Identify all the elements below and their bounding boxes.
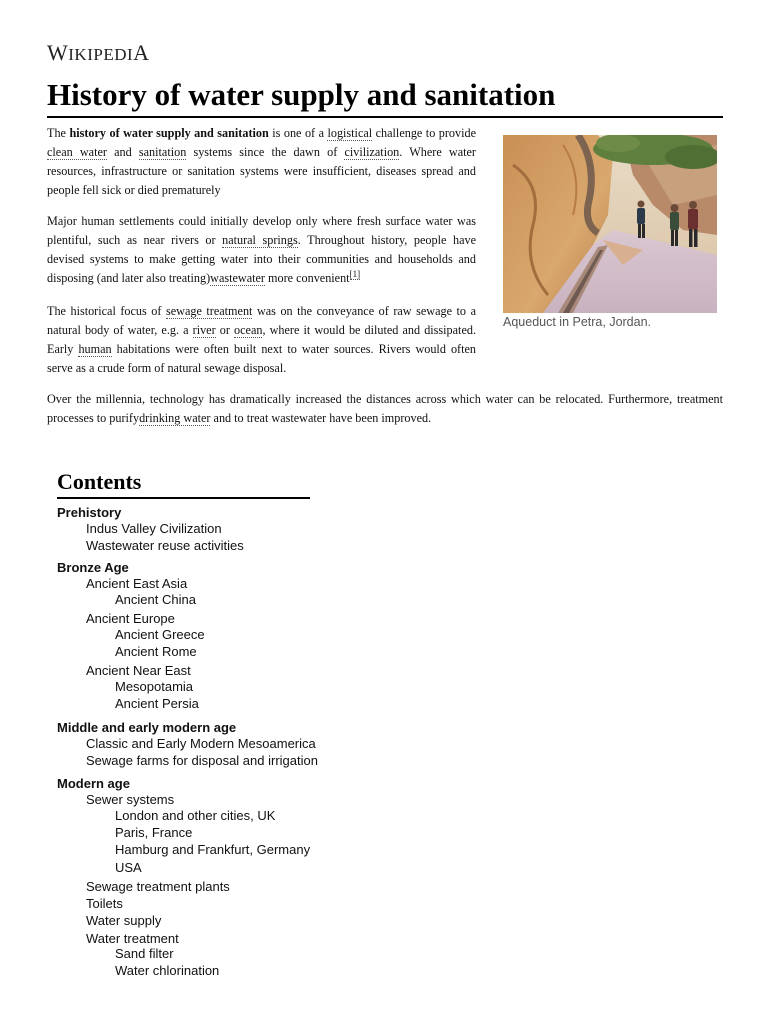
figure-caption: Aqueduct in Petra, Jordan. xyxy=(503,315,652,329)
text: systems since the dawn of xyxy=(186,145,345,159)
toc-item-level-2[interactable]: Classic and Early Modern Mesoamerica xyxy=(86,736,316,751)
link-logistical[interactable]: logistical xyxy=(327,126,373,140)
logo-final: A xyxy=(133,40,150,65)
link-river[interactable]: river xyxy=(192,323,216,337)
toc-item-level-2[interactable]: Wastewater reuse activities xyxy=(86,538,244,553)
text: The historical focus of xyxy=(47,304,166,318)
text: and to treat wastewater have been improved. xyxy=(210,411,432,425)
text: The xyxy=(47,126,70,140)
logo-initial: W xyxy=(47,40,69,65)
toc-item-level-2[interactable]: Sewer systems xyxy=(86,792,175,807)
toc-item-level-3[interactable]: Ancient Rome xyxy=(115,644,197,659)
text: more convenient xyxy=(264,271,350,285)
link-drinking-water[interactable]: drinking water xyxy=(139,411,211,425)
wikipedia-logo[interactable] xyxy=(47,40,150,66)
toc-item-level-3[interactable]: Water chlorination xyxy=(115,963,220,978)
text: and xyxy=(106,145,139,159)
toc-item-level-1[interactable]: Bronze Age xyxy=(57,560,129,575)
text: . Where water resources, infrastructure or sanitation systems were insufficient, diseases spread and people fell sick or died prematurely xyxy=(47,145,476,197)
page-title: History of water supply and sanitation xyxy=(47,76,723,118)
toc-item-level-3[interactable]: Paris, France xyxy=(115,825,193,840)
aqueduct-photo[interactable] xyxy=(503,135,717,313)
text: Over the millennia, technology has dramatically increased the distances across which water can be relocated. Furthermore, treatment processes to purify xyxy=(47,392,723,425)
reference-link[interactable]: [1] xyxy=(349,268,361,279)
toc-item-level-2[interactable]: Ancient Europe xyxy=(86,611,175,626)
link-sewage-treatment[interactable]: sewage treatment xyxy=(166,304,253,318)
text: . Throughout history, people have devised systems to make getting water into their communities and households and disposing (and later also treating) xyxy=(47,233,476,285)
text: , where it would be diluted and dissipated. Early xyxy=(47,323,476,356)
toc-item-level-3[interactable]: Hamburg and Frankfurt, Germany xyxy=(115,842,311,857)
toc-item-level-2[interactable]: Water treatment xyxy=(86,931,179,946)
toc-item-level-3[interactable]: London and other cities, UK xyxy=(115,808,276,823)
paragraph-intro xyxy=(47,124,476,200)
figure-aqueduct xyxy=(503,135,717,329)
link-sanitation[interactable]: sanitation xyxy=(138,145,187,159)
text: habitations were often built next to water sources. Rivers would often serve as a crude form of natural sewage disposal. xyxy=(47,342,476,375)
link-natural-springs[interactable]: natural springs xyxy=(222,233,298,247)
text: or xyxy=(215,323,235,337)
toc-item-level-2[interactable]: Ancient Near East xyxy=(86,663,191,678)
toc-item-level-3[interactable]: USA xyxy=(115,860,142,875)
text: Major human settlements could initially develop only where fresh surface water was plentiful, such as near rivers or xyxy=(47,214,476,247)
text: is one of a xyxy=(268,126,328,140)
toc-item-level-3[interactable]: Ancient Persia xyxy=(115,696,199,711)
toc-item-level-2[interactable]: Water supply xyxy=(86,913,162,928)
text: was on the conveyance of raw sewage to a natural body of water, e.g. a xyxy=(47,304,476,337)
article-subject: history of water supply and sanitation xyxy=(69,126,269,140)
toc-heading: Contents xyxy=(57,468,310,499)
toc-item-level-2[interactable]: Indus Valley Civilization xyxy=(86,521,222,536)
toc-item-level-2[interactable]: Sewage farms for disposal and irrigation xyxy=(86,753,318,768)
paragraph-millennia xyxy=(47,390,723,428)
link-wastewater[interactable]: wastewater xyxy=(210,271,265,285)
toc-item-level-2[interactable]: Toilets xyxy=(86,896,123,911)
toc-item-level-3[interactable]: Mesopotamia xyxy=(115,679,194,694)
text: challenge to provide xyxy=(372,126,476,140)
toc-item-level-3[interactable]: Ancient Greece xyxy=(115,627,205,642)
toc-item-level-2[interactable]: Sewage treatment plants xyxy=(86,879,230,894)
toc-item-level-2[interactable]: Ancient East Asia xyxy=(86,576,188,591)
link-civilization[interactable]: civilization xyxy=(344,145,400,159)
paragraph-sewage-focus xyxy=(47,302,476,378)
toc-item-level-1[interactable]: Prehistory xyxy=(57,505,122,520)
toc-item-level-1[interactable]: Modern age xyxy=(57,776,130,791)
link-clean-water[interactable]: clean water xyxy=(47,145,107,159)
link-ocean[interactable]: ocean xyxy=(234,323,263,337)
link-human[interactable]: human xyxy=(78,342,112,356)
logo-middle: IKIPEDI xyxy=(68,45,134,64)
toc-item-level-1[interactable]: Middle and early modern age xyxy=(57,720,237,735)
toc-item-level-3[interactable]: Sand filter xyxy=(115,946,174,961)
paragraph-settlements xyxy=(47,212,476,288)
toc-item-level-3[interactable]: Ancient China xyxy=(115,592,196,607)
